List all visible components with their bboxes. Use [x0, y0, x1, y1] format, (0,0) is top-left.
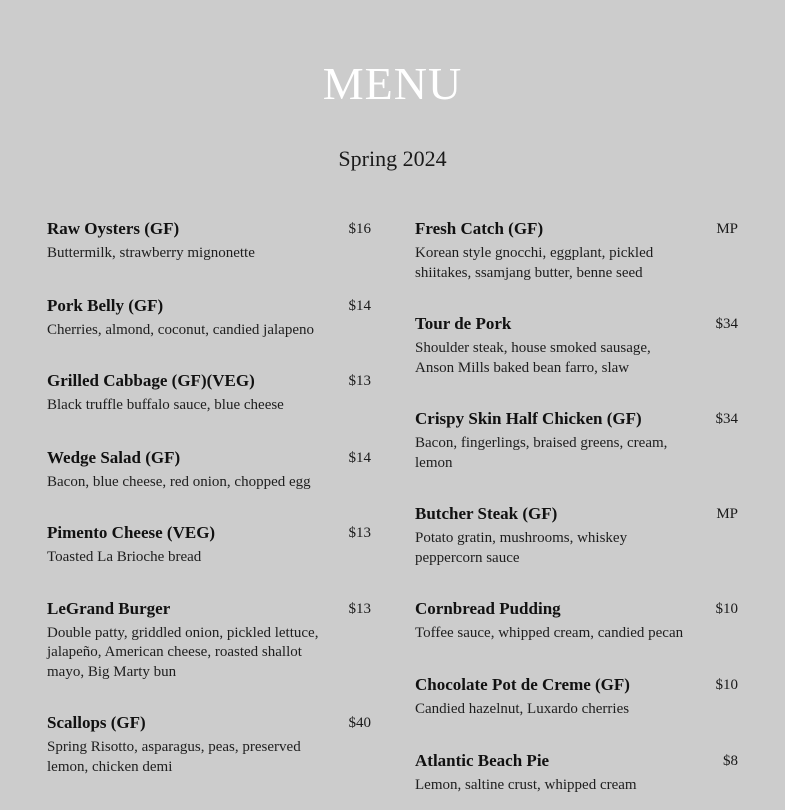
item-name: LeGrand Burger — [47, 598, 171, 618]
item-description: Toasted La Brioche bread — [47, 549, 202, 565]
menu-item — [415, 674, 738, 720]
page-title: MENU — [322, 58, 463, 109]
item-description: Potato gratin, mushrooms, whiskey peppercorn sauce — [415, 530, 628, 566]
menu-item — [415, 750, 738, 796]
item-price: $34 — [715, 411, 738, 427]
item-price: $14 — [348, 297, 371, 314]
menu-item — [415, 408, 738, 473]
page-subtitle: Spring 2024 — [338, 146, 447, 171]
item-name: Pork Belly (GF) — [47, 295, 164, 315]
item-price: $40 — [348, 715, 371, 731]
item-name: Butcher Steak (GF) — [415, 504, 558, 523]
item-name: Raw Oysters (GF) — [47, 219, 180, 238]
item-name: Grilled Cabbage (GF)(VEG) — [47, 371, 255, 390]
item-description: Black truffle buffalo sauce, blue cheese — [47, 397, 284, 413]
menu-column-right — [415, 218, 738, 796]
item-price: MP — [716, 506, 738, 522]
item-description: Bacon, fingerlings, braised greens, cream, lemon — [415, 435, 668, 471]
menu-item — [47, 522, 371, 568]
item-price: $14 — [348, 449, 371, 466]
item-price: $13 — [348, 525, 371, 541]
menu-item — [47, 218, 371, 264]
menu-item — [415, 313, 738, 378]
item-description: Buttermilk, strawberry mignonette — [47, 245, 255, 261]
item-description: Shoulder steak, house smoked sausage, Anson Mills baked bean farro, slaw — [415, 340, 651, 376]
menu-item — [415, 503, 738, 568]
item-price: $10 — [715, 601, 738, 617]
item-name: Pimento Cheese (VEG) — [47, 523, 216, 542]
menu-item — [415, 218, 738, 283]
item-name: Tour de Pork — [415, 314, 512, 333]
item-description: Cherries, almond, coconut, candied jalapeno — [47, 321, 314, 338]
item-description: Toffee sauce, whipped cream, candied pecan — [415, 625, 684, 641]
item-price: $8 — [723, 753, 738, 769]
item-name: Crispy Skin Half Chicken (GF) — [415, 409, 642, 428]
item-description: Lemon, saltine crust, whipped cream — [415, 777, 637, 793]
item-price: $13 — [348, 600, 371, 617]
item-description: Korean style gnocchi, eggplant, pickled shiitakes, ssamjang butter, benne seed — [415, 245, 654, 281]
item-name: Fresh Catch (GF) — [415, 219, 544, 238]
item-name: Chocolate Pot de Creme (GF) — [415, 674, 630, 694]
menu-column-left — [47, 218, 371, 777]
item-price: $34 — [715, 316, 738, 332]
menu-item — [47, 447, 371, 493]
item-description: Candied hazelnut, Luxardo cherries — [415, 700, 630, 717]
item-price: $13 — [348, 373, 371, 389]
item-description: Bacon, blue cheese, red onion, chopped egg — [47, 473, 311, 490]
item-name: Cornbread Pudding — [415, 599, 561, 618]
menu-item — [47, 598, 371, 683]
item-description: Spring Risotto, asparagus, peas, preserved lemon, chicken demi — [47, 739, 301, 775]
item-name: Scallops (GF) — [47, 713, 146, 732]
menu-item — [47, 370, 371, 416]
item-name: Atlantic Beach Pie — [415, 751, 550, 770]
menu-item — [415, 598, 738, 644]
item-price: $16 — [348, 221, 371, 237]
item-price: MP — [716, 221, 738, 237]
item-name: Wedge Salad (GF) — [47, 447, 181, 467]
menu-item — [47, 295, 371, 341]
menu-item — [47, 712, 371, 777]
item-description: Double patty, griddled onion, pickled lettuce, jalapeño, American cheese, roasted shallot mayo, Big Marty bun — [47, 624, 319, 680]
item-price: $10 — [715, 676, 738, 693]
